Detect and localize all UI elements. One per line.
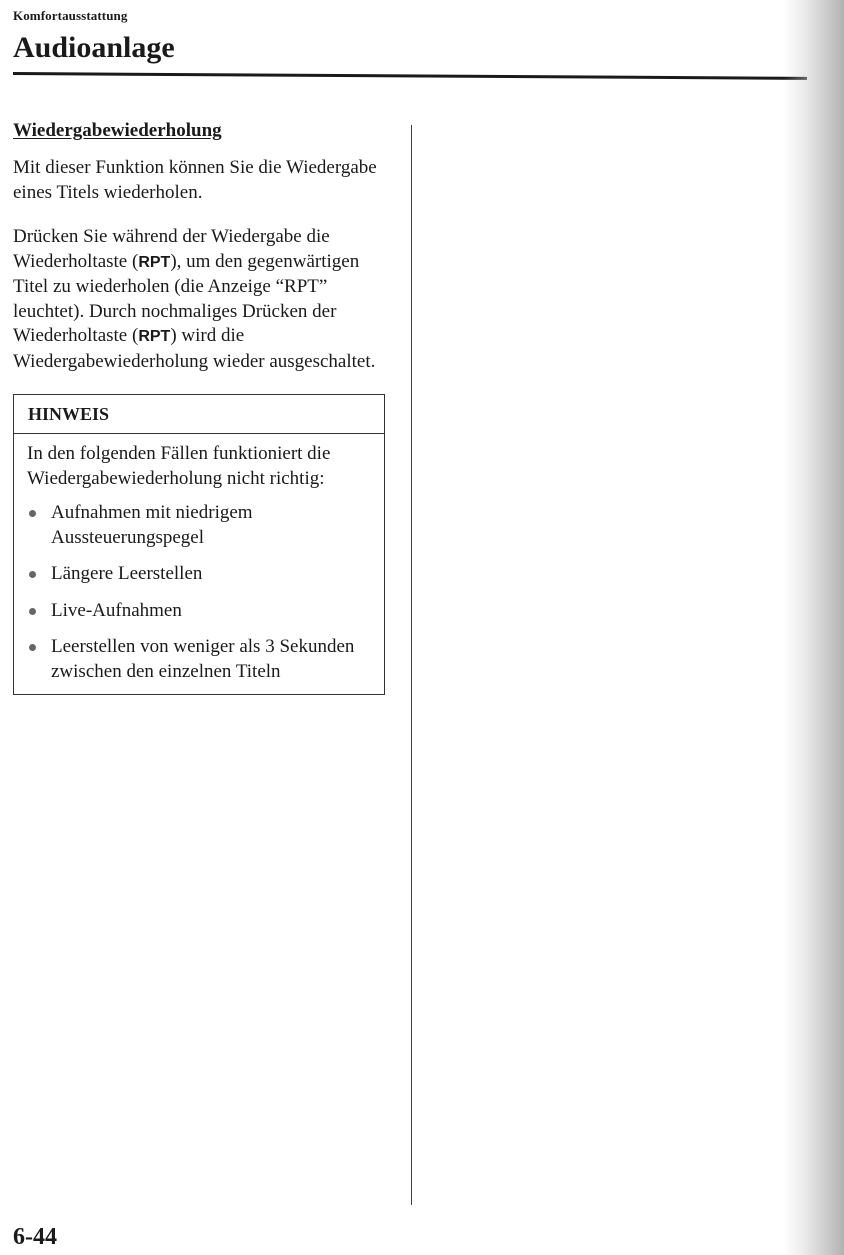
instruction-text-2: ), um den gegenwärtigen Titel zu wiederholen (die Anzeige “RPT” leuchtet). Durch nochmaliges Drücken der Wiederholtaste ( [13, 250, 360, 346]
note-box [13, 394, 385, 695]
section-label: Komfortausstattung [13, 8, 128, 23]
note-heading: HINWEIS [14, 395, 384, 434]
bullet-icon [29, 510, 36, 517]
list-item [27, 635, 370, 684]
list-item [27, 501, 370, 550]
binding-shadow [784, 0, 844, 1255]
bullet-icon [29, 608, 36, 615]
instruction-text-1: Drücken Sie während der Wiedergabe die Wiederholtaste ( [13, 226, 330, 272]
instruction-paragraph [13, 225, 385, 374]
note-text: In den folgenden Fällen funktioniert die Wiedergabewiederholung nicht richtig: [27, 443, 331, 489]
subheading: Wiedergabewiederholung [13, 120, 222, 141]
list-item-text: Aufnahmen mit niedrigem Aussteuerungspegel [51, 502, 253, 548]
page-title: Audioanlage [13, 31, 175, 64]
list-item-text: Live-Aufnahmen [51, 599, 182, 621]
instruction-text-3: ) wird die Wiedergabewiederholung wieder ausgeschaltet. [13, 325, 376, 372]
list-item-text: Längere Leerstellen [51, 563, 203, 584]
note-list [27, 501, 370, 684]
list-item [27, 599, 370, 624]
left-column [13, 118, 385, 695]
bullet-icon [29, 644, 36, 651]
intro-paragraph: Mit dieser Funktion können Sie die Wiedergabe eines Titels wiederholen. [13, 157, 377, 203]
list-item [27, 562, 370, 587]
bullet-icon [29, 571, 36, 578]
list-item-text: Leerstellen von weniger als 3 Sekunden zwischen den einzelnen Titeln [51, 636, 355, 682]
note-body [14, 434, 384, 694]
page-number: 6-44 [13, 1224, 57, 1250]
rpt-key-label: RPT [138, 253, 171, 271]
column-divider [411, 125, 412, 1205]
rpt-key-label: RPT [138, 328, 171, 345]
title-rule [13, 72, 807, 80]
